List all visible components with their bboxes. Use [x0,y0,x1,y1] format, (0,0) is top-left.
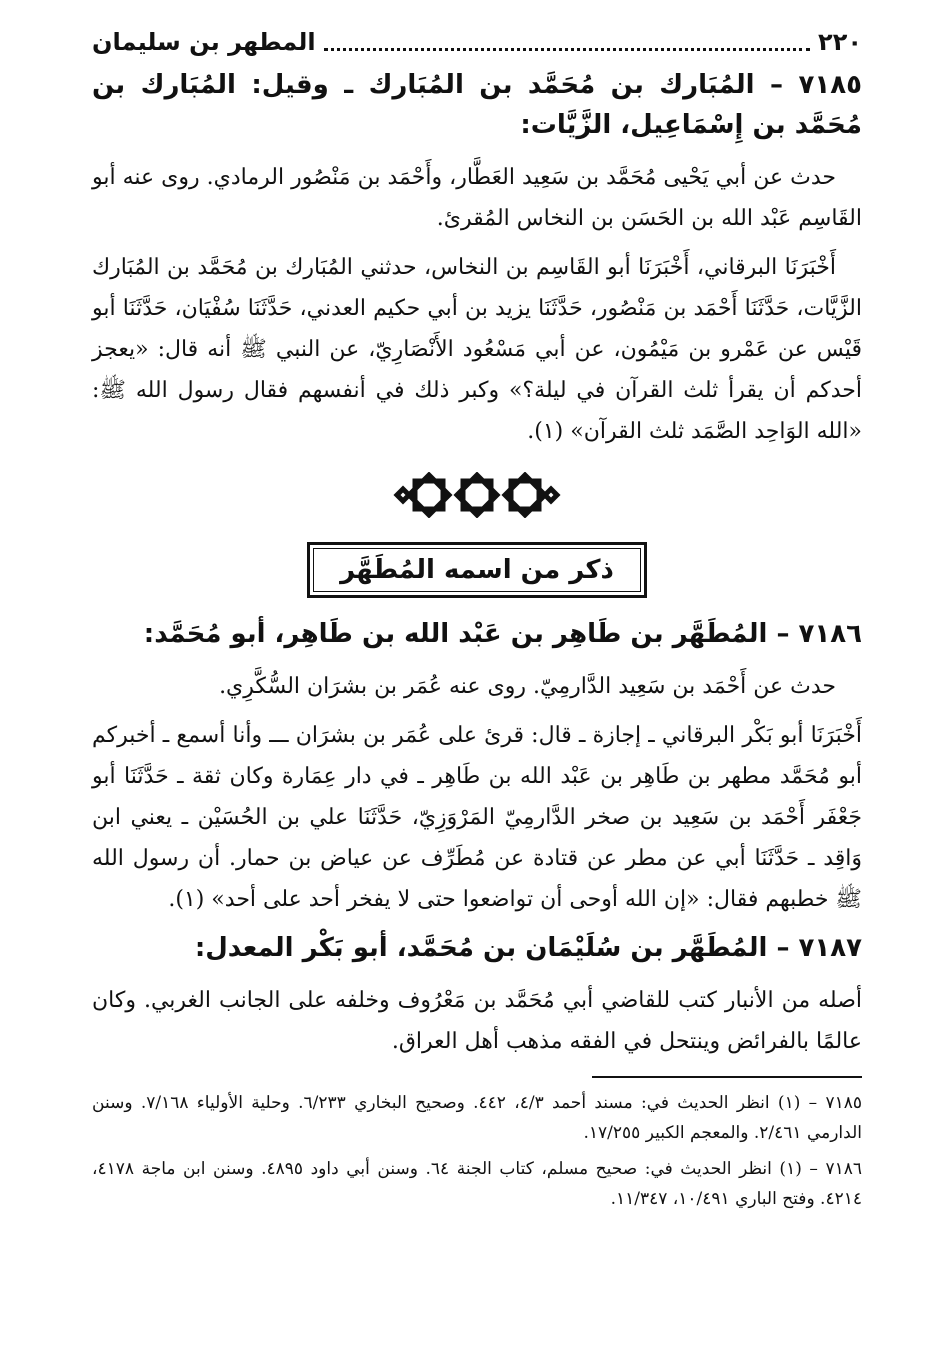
header-dot-leader [324,34,810,51]
entry-title-7185: ٧١٨٥ – المُبَارك بن مُحَمَّد بن المُبَارك ـ وقيل: المُبَارك بن مُحَمَّد بن إِسْمَاعِيل، الزَّيَّات: [92,70,862,140]
entry-7185-paragraph-1: حدث عن أبي يَحْيى مُحَمَّد بن سَعِيد العَطَّار، وأَحْمَد بن مَنْصُور الرمادي. روى عنه أبو القَاسِم عَبْد الله بن الحَسَن بن النخاس المُقرئ. [92,165,862,231]
footnote-divider [592,1076,862,1078]
section-heading-outer-border [307,542,647,598]
entry-7185-paragraph-2: أَخْبَرَنَا البرقاني، أَخْبَرَنَا أبو القَاسِم بن النخاس، حدثني المُبَارك بن مُحَمَّد بن المُبَارك الزَّيَّات، حَدَّثَنَا أَحْمَد بن مَنْصُور، حَدَّثَنَا يزيد بن أبي حكيم العدني، حَدَّثَنَا سُفْيَان، حَدَّثَنَا أبو قَيْس عن عَمْرو بن مَيْمُون، عن أبي مَسْعُود الأَنْصَارِيّ، عن النبي ﷺ أنه قال: «يعجز أحدكم أن يقرأ ثلث القرآن في ليلة؟» وكبر ذلك في أنفسهم فقال رسول الله ﷺ: «الله الوَاحِد الصَّمَد ثلث القرآن» (١). [92,255,862,444]
entry-title-7187: ٧١٨٧ – المُطَهَّر بن سُلَيْمَان بن مُحَمَّد، أبو بَكْر المعدل: [194,933,862,963]
page-number: ٢٢٠ [818,28,862,56]
entry-7186-paragraph-1: حدث عن أَحْمَد بن سَعِيد الدَّارمِيّ. روى عنه عُمَر بن بشرَان السُّكَّرِي. [219,674,836,699]
book-page [92,28,862,1328]
running-header [92,28,862,57]
ornament-knot-icon [389,472,565,518]
section-heading: ذكر من اسمه المُطَهَّر [313,548,641,592]
footnote-7186: ٧١٨٦ – (١) انظر الحديث في: صحيح مسلم، كتاب الجنة ٦٤. وسنن أبي داود ٤٨٩٥. وسنن ابن ماجة ٤١٧٨، ٤٢١٤. وفتح الباري ١٠/٤٩١، ١١/٣٤٧. [92,1159,862,1209]
entry-title-7186: ٧١٨٦ – المُطَهَّر بن طَاهِر بن عَبْد الله بن طَاهِر، أبو مُحَمَّد: [143,619,862,649]
footnote-7185: ٧١٨٥ – (١) انظر الحديث في: مسند أحمد ٤/٣، ٤٤٢. وصحيح البخاري ٦/٢٣٣. وحلية الأولياء ٧/١٦٨. وسنن الدارمي ٢/٤٦١. والمعجم الكبير ١٧/٢٥٥. [92,1093,862,1143]
section-heading-frame [92,542,862,598]
entry-7187-paragraph-1: أصله من الأنبار كتب للقاضي أبي مُحَمَّد بن مَعْرُوف وخلفه على الجانب الغربي. وكان عالمًا بالفرائض وينتحل في الفقه مذهب أهل العراق. [92,988,862,1054]
decorative-ornament [92,472,862,518]
entry-7186-paragraph-2: أَخْبَرَنَا أبو بَكْر البرقاني ـ إجازة ـ قال: قرئ على عُمَر بن بشرَان ـــ وأنا أسمع ـ أخبركم أبو مُحَمَّد مطهر بن طَاهِر بن عَبْد الله بن طَاهِر ـ في دار عِمَارة وكان ثقة ـ حَدَّثَنَا أبو جَعْفَر أَحْمَد بن سَعِيد بن صخر الدَّارمِيّ المَرْوَزِيّ، حَدَّثَنَا علي بن الحُسَيْن ـ يعني ابن وَاقِد ـ حَدَّثَنَا أبي عن مطر عن قتادة عن مُطَرِّف عن عياض بن حمار. أن رسول الله ﷺ خطبهم فقال: «إن الله أوحى أن تواضعوا حتى لا يفخر أحد على أحد» (١). [92,723,862,912]
running-title: المطهر بن سليمان [92,28,316,56]
